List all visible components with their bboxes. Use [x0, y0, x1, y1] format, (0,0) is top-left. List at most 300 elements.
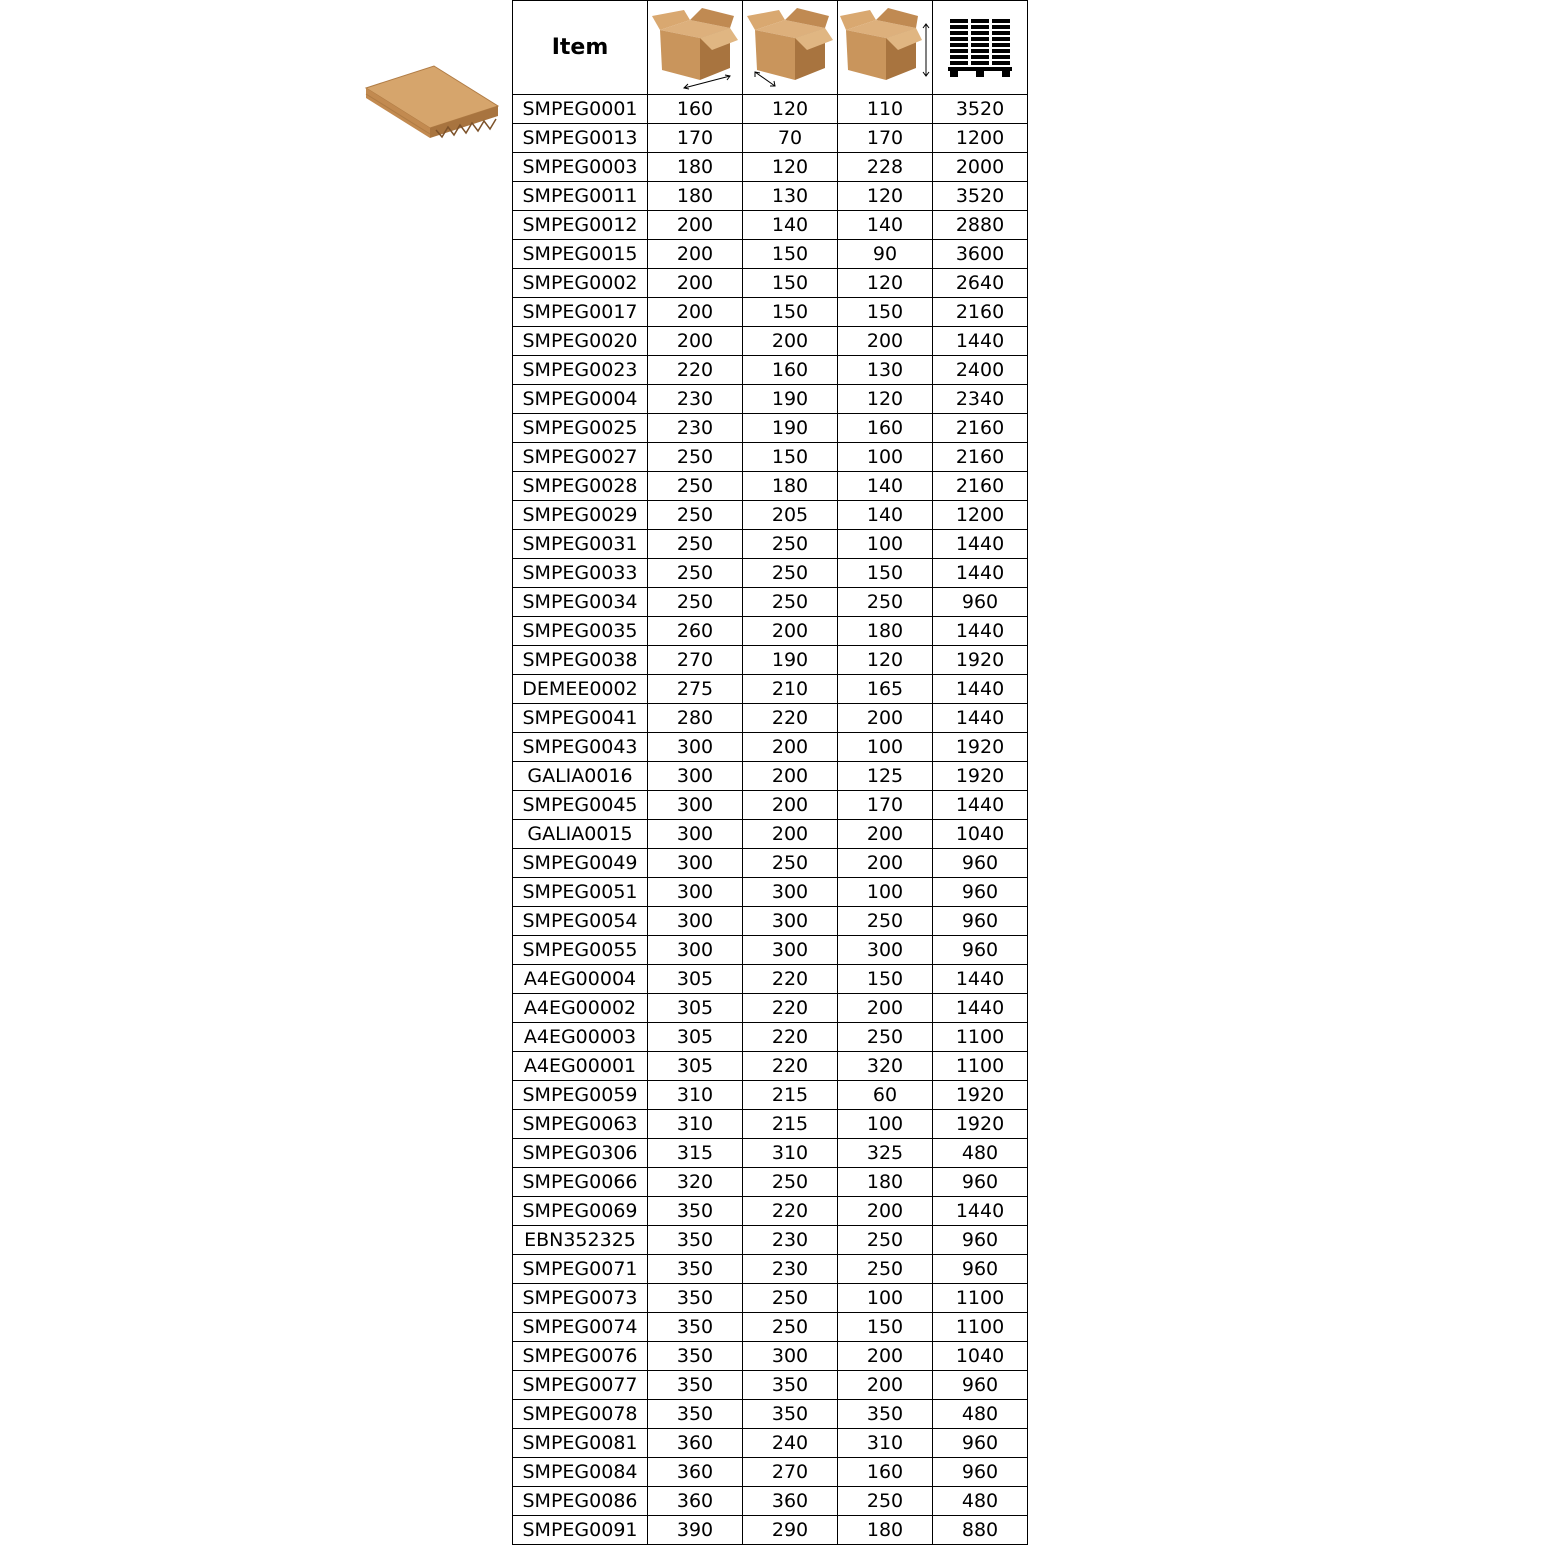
item-cell: SMPEG0035: [513, 617, 648, 646]
pallet-cell: 1440: [933, 994, 1028, 1023]
item-cell: SMPEG0078: [513, 1400, 648, 1429]
width-cell: 300: [743, 907, 838, 936]
item-cell: SMPEG0015: [513, 240, 648, 269]
pallet-cell: 1440: [933, 704, 1028, 733]
length-cell: 250: [648, 588, 743, 617]
height-cell: 180: [838, 1516, 933, 1545]
table-row: [513, 588, 1028, 617]
pallet-cell: 3520: [933, 182, 1028, 211]
width-cell: 300: [743, 936, 838, 965]
length-cell: 360: [648, 1487, 743, 1516]
item-cell: SMPEG0043: [513, 733, 648, 762]
width-cell: 190: [743, 385, 838, 414]
width-cell: 220: [743, 704, 838, 733]
pallet-cell: 1440: [933, 675, 1028, 704]
height-cell: 150: [838, 298, 933, 327]
item-column-header: Item: [513, 1, 648, 95]
width-cell: 250: [743, 1168, 838, 1197]
table-row: [513, 1487, 1028, 1516]
pallet-cell: 1040: [933, 820, 1028, 849]
item-cell: SMPEG0306: [513, 1139, 648, 1168]
table-row: [513, 124, 1028, 153]
pallet-cell: 960: [933, 1168, 1028, 1197]
length-cell: 360: [648, 1458, 743, 1487]
table-row: [513, 646, 1028, 675]
table-row: [513, 327, 1028, 356]
table-row: [513, 153, 1028, 182]
pallet-cell: 1440: [933, 1197, 1028, 1226]
width-cell: 205: [743, 501, 838, 530]
width-cell: 250: [743, 530, 838, 559]
box-width-icon: [745, 6, 835, 90]
length-column-header: [648, 1, 743, 95]
length-cell: 360: [648, 1429, 743, 1458]
width-cell: 160: [743, 356, 838, 385]
width-cell: 150: [743, 269, 838, 298]
width-cell: 220: [743, 1023, 838, 1052]
height-cell: 180: [838, 617, 933, 646]
length-cell: 300: [648, 936, 743, 965]
pallet-cell: 960: [933, 1226, 1028, 1255]
width-cell: 250: [743, 1284, 838, 1313]
width-cell: 150: [743, 240, 838, 269]
height-cell: 228: [838, 153, 933, 182]
pallet-cell: 1100: [933, 1313, 1028, 1342]
item-cell: SMPEG0051: [513, 878, 648, 907]
table-row: [513, 1081, 1028, 1110]
height-cell: 110: [838, 95, 933, 124]
length-cell: 305: [648, 1052, 743, 1081]
height-cell: 200: [838, 327, 933, 356]
pallet-cell: 960: [933, 1458, 1028, 1487]
pallet-cell: 1100: [933, 1052, 1028, 1081]
length-cell: 350: [648, 1197, 743, 1226]
height-cell: 325: [838, 1139, 933, 1168]
item-cell: SMPEG0003: [513, 153, 648, 182]
length-cell: 160: [648, 95, 743, 124]
height-cell: 60: [838, 1081, 933, 1110]
table-row: [513, 733, 1028, 762]
table-row: [513, 617, 1028, 646]
length-cell: 250: [648, 559, 743, 588]
box-length-icon: [650, 6, 740, 90]
height-cell: 100: [838, 878, 933, 907]
height-cell: 160: [838, 414, 933, 443]
table-row: [513, 501, 1028, 530]
item-cell: SMPEG0004: [513, 385, 648, 414]
length-cell: 275: [648, 675, 743, 704]
length-cell: 300: [648, 791, 743, 820]
width-cell: 230: [743, 1226, 838, 1255]
length-cell: 180: [648, 153, 743, 182]
pallet-cell: 1440: [933, 965, 1028, 994]
pallet-cell: 1200: [933, 124, 1028, 153]
length-cell: 230: [648, 414, 743, 443]
table-row: [513, 1110, 1028, 1139]
width-cell: 220: [743, 965, 838, 994]
width-cell: 150: [743, 298, 838, 327]
item-cell: SMPEG0073: [513, 1284, 648, 1313]
item-cell: SMPEG0077: [513, 1371, 648, 1400]
width-column-header: [743, 1, 838, 95]
width-cell: 270: [743, 1458, 838, 1487]
height-cell: 130: [838, 356, 933, 385]
item-cell: GALIA0016: [513, 762, 648, 791]
table-row: [513, 269, 1028, 298]
height-cell: 200: [838, 820, 933, 849]
item-cell: SMPEG0059: [513, 1081, 648, 1110]
table-row: [513, 1429, 1028, 1458]
height-cell: 250: [838, 907, 933, 936]
pallet-cell: 1100: [933, 1023, 1028, 1052]
item-cell: A4EG00004: [513, 965, 648, 994]
table-row: [513, 385, 1028, 414]
table-row: [513, 762, 1028, 791]
item-cell: SMPEG0038: [513, 646, 648, 675]
item-cell: SMPEG0074: [513, 1313, 648, 1342]
table-row: [513, 849, 1028, 878]
table-row: [513, 1342, 1028, 1371]
item-cell: SMPEG0076: [513, 1342, 648, 1371]
table-header-row: [513, 1, 1028, 95]
length-cell: 260: [648, 617, 743, 646]
length-cell: 305: [648, 994, 743, 1023]
item-cell: SMPEG0017: [513, 298, 648, 327]
width-cell: 310: [743, 1139, 838, 1168]
length-cell: 250: [648, 443, 743, 472]
box-dimensions-table: [512, 0, 1028, 1545]
height-cell: 200: [838, 1371, 933, 1400]
pallet-cell: 480: [933, 1400, 1028, 1429]
item-cell: SMPEG0041: [513, 704, 648, 733]
pallet-quantity-icon: [948, 17, 1012, 79]
height-cell: 100: [838, 1284, 933, 1313]
item-cell: SMPEG0054: [513, 907, 648, 936]
length-cell: 200: [648, 298, 743, 327]
length-cell: 250: [648, 472, 743, 501]
pallet-cell: 1200: [933, 501, 1028, 530]
length-cell: 350: [648, 1255, 743, 1284]
height-cell: 200: [838, 1342, 933, 1371]
item-cell: A4EG00002: [513, 994, 648, 1023]
pallet-cell: 1040: [933, 1342, 1028, 1371]
pallet-cell: 2160: [933, 298, 1028, 327]
height-column-header: [838, 1, 933, 95]
height-cell: 100: [838, 443, 933, 472]
height-cell: 150: [838, 559, 933, 588]
height-cell: 310: [838, 1429, 933, 1458]
width-cell: 120: [743, 95, 838, 124]
table-row: [513, 1371, 1028, 1400]
pallet-cell: 1440: [933, 791, 1028, 820]
table-row: [513, 1458, 1028, 1487]
pallet-cell: 2160: [933, 472, 1028, 501]
table-row: [513, 414, 1028, 443]
item-cell: SMPEG0013: [513, 124, 648, 153]
table-row: [513, 1168, 1028, 1197]
width-cell: 200: [743, 327, 838, 356]
width-cell: 250: [743, 588, 838, 617]
table-row: [513, 211, 1028, 240]
width-cell: 250: [743, 849, 838, 878]
length-cell: 300: [648, 907, 743, 936]
item-cell: SMPEG0029: [513, 501, 648, 530]
height-cell: 100: [838, 733, 933, 762]
pallet-cell: 1920: [933, 762, 1028, 791]
pallet-cell: 1440: [933, 617, 1028, 646]
length-cell: 170: [648, 124, 743, 153]
width-cell: 300: [743, 878, 838, 907]
width-cell: 200: [743, 791, 838, 820]
table-row: [513, 820, 1028, 849]
pallet-cell: 2160: [933, 443, 1028, 472]
pallet-cell: 1100: [933, 1284, 1028, 1313]
width-cell: 70: [743, 124, 838, 153]
table-row: [513, 356, 1028, 385]
table-row: [513, 791, 1028, 820]
item-cell: SMPEG0071: [513, 1255, 648, 1284]
height-cell: 140: [838, 501, 933, 530]
pallet-cell: 2000: [933, 153, 1028, 182]
height-cell: 165: [838, 675, 933, 704]
length-cell: 200: [648, 240, 743, 269]
height-cell: 140: [838, 211, 933, 240]
length-cell: 305: [648, 1023, 743, 1052]
length-cell: 280: [648, 704, 743, 733]
item-cell: SMPEG0034: [513, 588, 648, 617]
item-cell: SMPEG0028: [513, 472, 648, 501]
width-cell: 200: [743, 820, 838, 849]
width-cell: 120: [743, 153, 838, 182]
item-cell: SMPEG0020: [513, 327, 648, 356]
length-cell: 305: [648, 965, 743, 994]
length-cell: 300: [648, 820, 743, 849]
item-cell: SMPEG0031: [513, 530, 648, 559]
height-cell: 250: [838, 1023, 933, 1052]
table-row: [513, 936, 1028, 965]
pallet-cell: 1440: [933, 559, 1028, 588]
pallet-cell: 960: [933, 588, 1028, 617]
pallet-cell: 1920: [933, 646, 1028, 675]
width-cell: 130: [743, 182, 838, 211]
height-cell: 200: [838, 704, 933, 733]
item-cell: SMPEG0069: [513, 1197, 648, 1226]
table-row: [513, 472, 1028, 501]
width-cell: 210: [743, 675, 838, 704]
width-cell: 190: [743, 414, 838, 443]
height-cell: 120: [838, 646, 933, 675]
pallet-cell: 3520: [933, 95, 1028, 124]
height-cell: 100: [838, 1110, 933, 1139]
table-row: [513, 907, 1028, 936]
pallet-cell: 3600: [933, 240, 1028, 269]
width-cell: 190: [743, 646, 838, 675]
length-cell: 270: [648, 646, 743, 675]
item-cell: EBN352325: [513, 1226, 648, 1255]
table-row: [513, 298, 1028, 327]
table-row: [513, 1197, 1028, 1226]
height-cell: 120: [838, 182, 933, 211]
height-cell: 125: [838, 762, 933, 791]
table-row: [513, 182, 1028, 211]
width-cell: 215: [743, 1110, 838, 1139]
table-row: [513, 559, 1028, 588]
width-cell: 230: [743, 1255, 838, 1284]
length-cell: 200: [648, 211, 743, 240]
width-cell: 240: [743, 1429, 838, 1458]
pallet-cell: 960: [933, 849, 1028, 878]
item-cell: SMPEG0001: [513, 95, 648, 124]
length-cell: 300: [648, 762, 743, 791]
pallet-cell: 480: [933, 1487, 1028, 1516]
height-cell: 250: [838, 588, 933, 617]
table-row: [513, 1226, 1028, 1255]
length-cell: 350: [648, 1371, 743, 1400]
length-cell: 310: [648, 1081, 743, 1110]
height-cell: 170: [838, 791, 933, 820]
table-row: [513, 1284, 1028, 1313]
height-cell: 200: [838, 849, 933, 878]
table-row: [513, 965, 1028, 994]
item-cell: A4EG00003: [513, 1023, 648, 1052]
height-cell: 300: [838, 936, 933, 965]
pallet-cell: 2640: [933, 269, 1028, 298]
item-cell: SMPEG0011: [513, 182, 648, 211]
width-cell: 140: [743, 211, 838, 240]
height-cell: 150: [838, 1313, 933, 1342]
pallet-cell: 2340: [933, 385, 1028, 414]
height-cell: 150: [838, 965, 933, 994]
height-cell: 250: [838, 1226, 933, 1255]
pallet-cell: 960: [933, 1255, 1028, 1284]
width-cell: 150: [743, 443, 838, 472]
pallet-cell: 960: [933, 1429, 1028, 1458]
pallet-cell: 960: [933, 1371, 1028, 1400]
item-cell: SMPEG0066: [513, 1168, 648, 1197]
height-cell: 200: [838, 1197, 933, 1226]
height-cell: 180: [838, 1168, 933, 1197]
pallet-cell: 880: [933, 1516, 1028, 1545]
pallet-cell: 1920: [933, 1110, 1028, 1139]
item-cell: SMPEG0002: [513, 269, 648, 298]
height-cell: 200: [838, 994, 933, 1023]
pallet-cell: 2880: [933, 211, 1028, 240]
box-height-icon: [840, 6, 930, 90]
item-cell: GALIA0015: [513, 820, 648, 849]
height-cell: 140: [838, 472, 933, 501]
width-cell: 220: [743, 1197, 838, 1226]
width-cell: 220: [743, 1052, 838, 1081]
item-cell: SMPEG0091: [513, 1516, 648, 1545]
item-cell: SMPEG0045: [513, 791, 648, 820]
item-cell: SMPEG0063: [513, 1110, 648, 1139]
length-cell: 320: [648, 1168, 743, 1197]
length-cell: 200: [648, 269, 743, 298]
pallet-cell: 1440: [933, 530, 1028, 559]
pallet-cell: 960: [933, 936, 1028, 965]
table-row: [513, 443, 1028, 472]
item-cell: SMPEG0033: [513, 559, 648, 588]
length-cell: 250: [648, 530, 743, 559]
corrugated-sheet-icon: [364, 64, 500, 140]
table-row: [513, 240, 1028, 269]
height-cell: 250: [838, 1255, 933, 1284]
height-cell: 170: [838, 124, 933, 153]
length-cell: 350: [648, 1342, 743, 1371]
length-cell: 300: [648, 733, 743, 762]
width-cell: 220: [743, 994, 838, 1023]
length-cell: 390: [648, 1516, 743, 1545]
table-row: [513, 1400, 1028, 1429]
height-cell: 320: [838, 1052, 933, 1081]
width-cell: 200: [743, 762, 838, 791]
item-cell: SMPEG0055: [513, 936, 648, 965]
length-cell: 350: [648, 1400, 743, 1429]
length-cell: 350: [648, 1284, 743, 1313]
height-cell: 120: [838, 385, 933, 414]
length-cell: 220: [648, 356, 743, 385]
height-cell: 90: [838, 240, 933, 269]
table-row: [513, 1516, 1028, 1545]
table-row: [513, 704, 1028, 733]
pallet-cell: 1440: [933, 327, 1028, 356]
item-cell: SMPEG0012: [513, 211, 648, 240]
table-row: [513, 1052, 1028, 1081]
height-cell: 120: [838, 269, 933, 298]
pallet-cell: 2160: [933, 414, 1028, 443]
pallet-cell: 960: [933, 878, 1028, 907]
length-cell: 200: [648, 327, 743, 356]
length-cell: 230: [648, 385, 743, 414]
table-row: [513, 675, 1028, 704]
pallet-cell: 480: [933, 1139, 1028, 1168]
width-cell: 200: [743, 617, 838, 646]
length-cell: 350: [648, 1226, 743, 1255]
width-cell: 350: [743, 1400, 838, 1429]
height-cell: 160: [838, 1458, 933, 1487]
pallet-cell: 960: [933, 907, 1028, 936]
table-row: [513, 530, 1028, 559]
table-row: [513, 1023, 1028, 1052]
height-cell: 250: [838, 1487, 933, 1516]
length-cell: 300: [648, 849, 743, 878]
table-row: [513, 1313, 1028, 1342]
width-cell: 200: [743, 733, 838, 762]
table-row: [513, 1255, 1028, 1284]
item-cell: A4EG00001: [513, 1052, 648, 1081]
length-cell: 250: [648, 501, 743, 530]
item-cell: SMPEG0049: [513, 849, 648, 878]
table-row: [513, 95, 1028, 124]
pallet-column-header: [933, 1, 1028, 95]
width-cell: 360: [743, 1487, 838, 1516]
length-cell: 315: [648, 1139, 743, 1168]
width-cell: 215: [743, 1081, 838, 1110]
item-cell: SMPEG0086: [513, 1487, 648, 1516]
length-cell: 300: [648, 878, 743, 907]
width-cell: 250: [743, 559, 838, 588]
width-cell: 300: [743, 1342, 838, 1371]
width-cell: 250: [743, 1313, 838, 1342]
length-cell: 310: [648, 1110, 743, 1139]
item-cell: SMPEG0027: [513, 443, 648, 472]
item-cell: SMPEG0081: [513, 1429, 648, 1458]
item-cell: DEMEE0002: [513, 675, 648, 704]
item-cell: SMPEG0023: [513, 356, 648, 385]
height-cell: 350: [838, 1400, 933, 1429]
table-row: [513, 878, 1028, 907]
pallet-cell: 1920: [933, 733, 1028, 762]
